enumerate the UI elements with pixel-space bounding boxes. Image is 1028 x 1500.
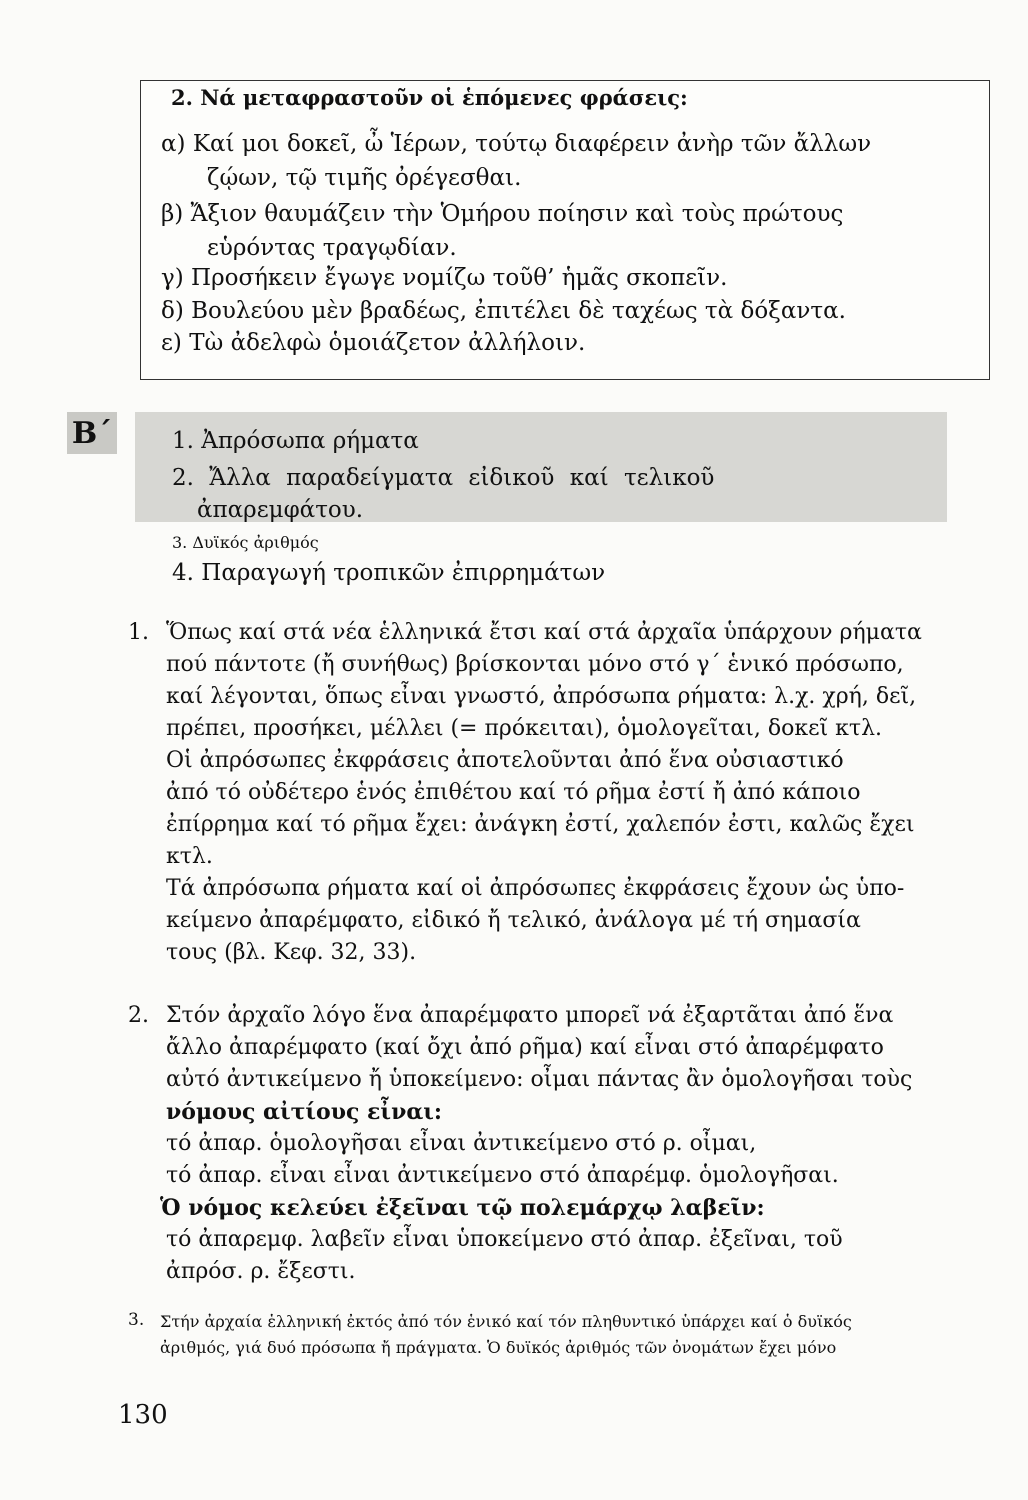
para2-line: ἀπρόσ. ρ. ἔξεστι.	[166, 1259, 356, 1284]
toc-item-2-cont: ἀπαρεμφάτου.	[197, 497, 364, 523]
para1-line: κείμενο ἀπαρέμφατο, εἰδικό ἤ τελικό, ἀνάλογα μέ τή σημασία	[166, 908, 861, 933]
para3-line: ἀριθμός, γιά δυό πρόσωπα ἤ πράγματα. Ὁ δυϊκός ἀριθμός τῶν ὀνομάτων ἔχει μόνο	[160, 1338, 837, 1357]
para2-number: 2.	[128, 1003, 149, 1028]
para1-line: τους (βλ. Κεφ. 32, 33).	[166, 940, 417, 965]
toc-item-2: 2. Ἄλλα παραδείγματα εἰδικοῦ καί τελικοῦ	[172, 465, 715, 491]
para1-line: Οἱ ἀπρόσωπες ἐκφράσεις ἀποτελοῦνται ἀπό ἕνα οὐσιαστικό	[166, 748, 844, 773]
para3-line: Στήν ἀρχαία ἑλληνική ἐκτός ἀπό τόν ἑνικό καί τόν πληθυντικό ὑπάρχει καί ὁ δυϊκός	[160, 1312, 852, 1331]
section-badge: Β΄	[67, 412, 117, 454]
para2-line: Στόν ἀρχαῖο λόγο ἕνα ἀπαρέμφατο μπορεῖ νά ἐξαρτᾶται ἀπό ἕνα	[166, 1003, 894, 1028]
exercise-item-a-cont: ζῴων, τῷ τιμῆς ὀρέγεσθαι.	[207, 165, 522, 191]
exercise-title: 2. Νά μεταφραστοῦν οἱ ἑπόμενες φράσεις:	[171, 85, 688, 110]
para1-line: κτλ.	[166, 844, 213, 869]
para2-line: Ὁ νόμος κελεύει ἐξεῖναι τῷ πολεμάρχῳ λαβεῖν:	[160, 1195, 765, 1221]
exercise-item-b: β) Ἄξιον θαυμάζειν τὴν Ὁμήρου ποίησιν καὶ τοὺς πρώτους	[161, 201, 844, 227]
para1-line: ἐπίρρημα καί τό ρῆμα ἔχει: ἀνάγκη ἐστί, χαλεπόν ἐστι, καλῶς ἔχει	[166, 812, 915, 837]
toc-item-1: 1. Ἀπρόσωπα ρήματα	[172, 428, 419, 454]
para1-line: ἀπό τό οὐδέτερο ἑνός ἐπιθέτου καί τό ρῆμα ἐστί ἤ ἀπό κάποιο	[166, 780, 861, 805]
exercise-item-a: α) Καί μοι δοκεῖ, ὦ Ἱέρων, τούτῳ διαφέρειν ἀνὴρ τῶν ἄλλων	[161, 131, 872, 157]
para2-line: τό ἀπαρ. εἶναι εἶναι ἀντικείμενο στό ἀπαρέμφ. ὁμολογῆσαι.	[166, 1163, 839, 1188]
para2-line: αὐτό ἀντικείμενο ἤ ὑποκείμενο: οἶμαι πάντας ἂν ὁμολογῆσαι τοὺς	[166, 1067, 913, 1092]
exercise-item-b-cont: εὑρόντας τραγῳδίαν.	[207, 235, 457, 261]
para2-line: ἄλλο ἀπαρέμφατο (καί ὄχι ἀπό ρῆμα) καί εἶναι στό ἀπαρέμφατο	[166, 1035, 884, 1060]
page-number: 130	[118, 1400, 168, 1430]
para1-line: καί λέγονται, ὅπως εἶναι γνωστό, ἀπρόσωπα ρήματα: λ.χ. χρή, δεῖ,	[166, 684, 917, 709]
exercise-item-d: δ) Βουλεύου μὲν βραδέως, ἐπιτέλει δὲ ταχέως τὰ δόξαντα.	[161, 298, 846, 324]
exercise-item-e: ε) Τὼ ἀδελφὼ ὁμοιάζετον ἀλλήλοιν.	[161, 330, 586, 356]
toc-item-4: 4. Παραγωγή τροπικῶν ἐπιρρημάτων	[172, 560, 606, 586]
para2-line: τό ἀπαρεμφ. λαβεῖν εἶναι ὑποκείμενο στό ἀπαρ. ἐξεῖναι, τοῦ	[166, 1227, 843, 1252]
para1-line: πρέπει, προσήκει, μέλλει (= πρόκειται), ὁμολογεῖται, δοκεῖ κτλ.	[166, 716, 882, 741]
para1-line: πού πάντοτε (ἤ συνήθως) βρίσκονται μόνο στό γ΄ ἑνικό πρόσωπο,	[166, 652, 904, 677]
para2-line: νόμους αἰτίους εἶναι:	[166, 1099, 443, 1125]
exercise-item-c: γ) Προσήκειν ἔγωγε νομίζω τοῦθ’ ἡμᾶς σκοπεῖν.	[161, 265, 728, 291]
para1-line: Ὅπως καί στά νέα ἑλληνικά ἔτσι καί στά ἀρχαῖα ὑπάρχουν ρήματα	[166, 620, 922, 645]
exercise-box	[140, 80, 990, 380]
para1-number: 1.	[128, 620, 149, 645]
para1-line: Τά ἀπρόσωπα ρήματα καί οἱ ἀπρόσωπες ἐκφράσεις ἔχουν ὡς ὑπο-	[166, 876, 905, 901]
para2-line: τό ἀπαρ. ὁμολογῆσαι εἶναι ἀντικείμενο στό ρ. οἶμαι,	[166, 1131, 757, 1156]
para3-number: 3.	[128, 1310, 145, 1330]
toc-item-3: 3. Δυϊκός ἀριθμός	[172, 533, 319, 552]
